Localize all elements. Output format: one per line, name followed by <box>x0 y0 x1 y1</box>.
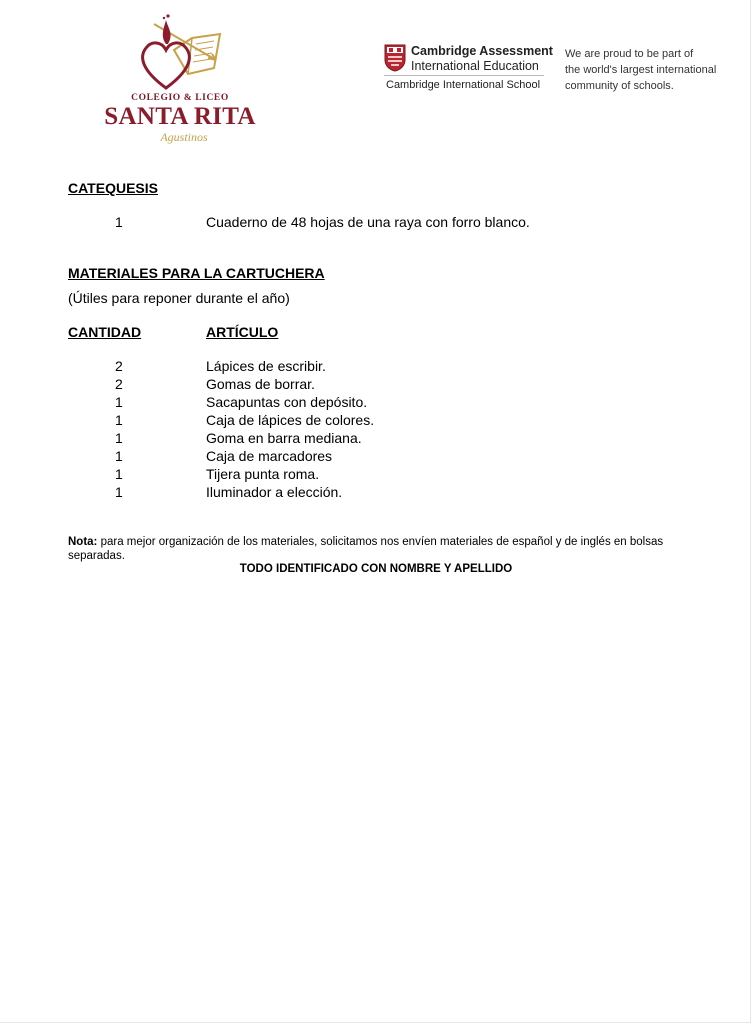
item-quantity: 1 <box>115 430 123 446</box>
item-quantity: 1 <box>115 484 123 500</box>
heart-book-emblem-icon <box>134 14 226 94</box>
item-quantity: 2 <box>115 358 123 374</box>
school-tagline: Agustinos <box>160 130 208 144</box>
list-item <box>0 412 752 430</box>
school-subtitle: COLEGIO & LICEO <box>131 93 229 103</box>
note-label: Nota: <box>68 536 98 548</box>
item-description: Lápices de escribir. <box>206 358 326 374</box>
proud-line: community of schools. <box>565 80 674 92</box>
item-description: Caja de lápices de colores. <box>206 412 375 428</box>
item-quantity: 1 <box>115 466 123 482</box>
list-item <box>0 358 752 376</box>
final-instruction: TODO IDENTIFICADO CON NOMBRE Y APELLIDO <box>239 563 513 575</box>
list-item <box>0 376 752 394</box>
school-logo <box>100 14 260 150</box>
item-quantity: 1 <box>115 394 123 410</box>
list-item <box>0 430 752 448</box>
proud-statement <box>565 46 745 94</box>
list-item <box>0 466 752 484</box>
proud-line: the world's largest international <box>565 64 717 76</box>
section-title-cartuchera: MATERIALES PARA LA CARTUCHERA <box>68 265 325 281</box>
item-quantity: 2 <box>115 376 123 392</box>
school-name: SANTA RITA <box>104 103 256 130</box>
cambridge-line1: Cambridge Assessment <box>411 44 553 58</box>
section-title-catequesis: CATEQUESIS <box>68 180 158 196</box>
note-paragraph <box>68 535 708 563</box>
item-description: Iluminador a elección. <box>206 484 343 500</box>
column-header-item: ARTÍCULO <box>206 324 279 340</box>
section-subtitle: (Útiles para reponer durante el año) <box>68 290 290 306</box>
proud-line: We are proud to be part of <box>565 48 694 60</box>
cambridge-shield-icon <box>384 44 406 72</box>
item-quantity: 1 <box>115 214 123 230</box>
column-header-quantity: CANTIDAD <box>68 324 142 340</box>
cambridge-divider <box>384 75 544 76</box>
list-item <box>0 394 752 412</box>
cambridge-logo <box>384 44 553 94</box>
list-item <box>0 448 752 466</box>
item-description: Sacapuntas con depósito. <box>206 394 368 410</box>
item-quantity: 1 <box>115 412 123 428</box>
item-description: Cuaderno de 48 hojas de una raya con forro blanco. <box>206 214 530 230</box>
item-description: Gomas de borrar. <box>206 376 315 392</box>
list-item <box>0 484 752 502</box>
item-description: Caja de marcadores <box>206 448 333 464</box>
item-description: Tijera punta roma. <box>206 466 320 482</box>
cambridge-line2: International Education <box>411 59 539 73</box>
item-description: Goma en barra mediana. <box>206 430 362 446</box>
note-text: para mejor organización de los materiales, solicitamos nos envíen materiales de español y de inglés en bolsas separadas. <box>68 536 664 562</box>
list-item <box>0 214 752 232</box>
item-quantity: 1 <box>115 448 123 464</box>
cambridge-line3: Cambridge International School <box>386 79 541 91</box>
